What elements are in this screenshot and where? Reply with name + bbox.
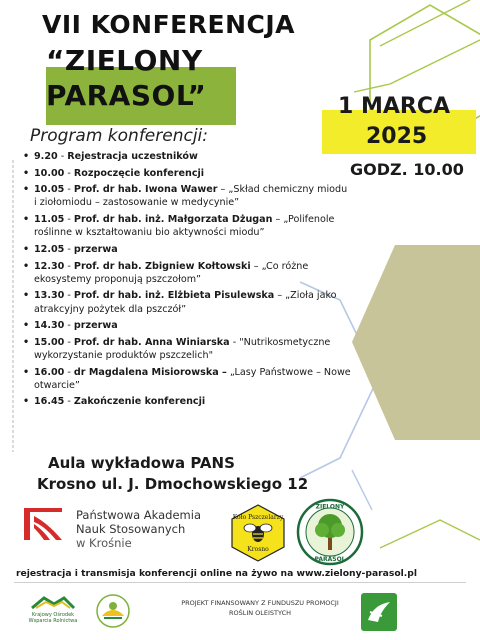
agenda-event: przerwa — [73, 320, 118, 332]
agenda-desc: „Polifenole roślinne w kształtowaniu bio aktywności miodu” — [34, 214, 335, 239]
zielony-parasol-logo-icon — [296, 498, 364, 566]
agenda-time: 16.00 — [34, 366, 65, 378]
agenda-time: 10.05 — [34, 184, 65, 196]
hexagon-edge-2 — [390, 40, 480, 84]
agenda-time: 16.45 — [34, 396, 65, 408]
beekeepers-club-label — [230, 504, 286, 562]
funding-note-line2: ROŚLIN OLEISTYCH — [228, 609, 292, 617]
kowr-label — [24, 612, 82, 624]
agenda-event: przerwa — [73, 243, 118, 255]
beekeepers-club-name: Koło Pszczelarzy — [232, 514, 284, 521]
event-date-year: 2025 — [366, 124, 428, 149]
agenda-desc: „Skład chemiczny miodu i ziołomiodu – zastosowanie w medycynie” — [34, 184, 348, 209]
agenda-item: • 16.00 - dr Magdalena Misiorowska – „Lasy Państwowe – Nowe otwarcie” — [22, 366, 352, 392]
agenda-time: 15.00 — [34, 336, 65, 348]
hexagon-edge-1 — [380, 0, 470, 46]
event-time: GODZ. 10.00 — [350, 160, 464, 179]
parasol-logo-top-text: ZIELONY — [315, 503, 345, 511]
agenda-item: • 13.30 - Prof. dr hab. inż. Elżbieta Pisulewska – „Zioła jako atrakcyjny pożytek dla pszczół” — [22, 289, 352, 315]
title-line-3: PARASOL” — [46, 79, 207, 112]
footer-divider — [14, 582, 466, 583]
agenda-event: Prof. dr hab. Anna Winiarska — [73, 336, 230, 348]
round-emblem-icon — [96, 594, 130, 628]
agenda-desc: „Co różne ekosystemy proponują pszczołom” — [34, 260, 309, 285]
agenda-item: • 12.30 - Prof. dr hab. Zbigniew Kołtowski – „Co różne ekosystemy proponują pszczołom” — [22, 260, 352, 286]
hexagon-outline-bottom — [380, 520, 480, 548]
agenda-time: 11.05 — [34, 214, 65, 226]
agenda-desc: „Zioła jako atrakcyjny pożytek dla pszczół” — [34, 290, 337, 315]
title-line-1: VII KONFERENCJA — [42, 10, 295, 39]
venue-address: Krosno ul. J. Dmochowskiego 12 — [37, 475, 309, 493]
agenda-item: • 9.20 - Rejestracja uczestników — [22, 150, 352, 163]
agenda-list — [22, 150, 352, 412]
venue-hall: Aula wykładowa PANS — [48, 454, 235, 472]
beekeepers-club-city: Krosno — [247, 546, 269, 553]
agenda-event: Rejestracja uczestników — [67, 151, 198, 162]
agenda-event: dr Magdalena Misiorowska – — [73, 366, 227, 378]
agenda-time: 9.20 — [34, 151, 58, 162]
fund-logo-icon — [360, 592, 398, 632]
agenda-time: 10.00 — [34, 167, 65, 179]
agenda-desc: "Nutrikosmetyczne wykorzystanie produktów pszczelich" — [34, 336, 331, 361]
kowr-label-line2: Wsparcia Rolnictwa — [28, 618, 78, 624]
agenda-event: Prof. dr hab. inż. Elżbieta Pisulewska — [73, 290, 275, 302]
agenda-event: Rozpoczęcie konferencji — [73, 167, 205, 179]
pans-name-line1: Państwowa Akademia — [76, 508, 201, 522]
agenda-item: • 10.00 - Rozpoczęcie konferencji — [22, 167, 352, 180]
title-line-2: “ZIELONY — [46, 44, 203, 77]
funding-note — [160, 598, 360, 618]
agenda-event: Prof. dr hab. Zbigniew Kołtowski — [73, 260, 251, 272]
agenda-time: 13.30 — [34, 290, 65, 302]
agenda-item: • 10.05 - Prof. dr hab. Iwona Wawer – „Skład chemiczny miodu i ziołomiodu – zastosowanie w medycynie” — [22, 183, 352, 209]
agenda-time: 12.05 — [34, 243, 65, 255]
pans-name — [76, 508, 201, 550]
event-date-day: 1 MARCA — [338, 94, 450, 119]
hexagon-filled — [352, 245, 480, 440]
agenda-desc: „Lasy Państwowe – Nowe otwarcie” — [34, 366, 351, 391]
parasol-logo-bottom-text: PARASOL — [314, 556, 346, 563]
agenda-time: 14.30 — [34, 320, 65, 332]
program-heading: Program konferencji: — [30, 126, 209, 146]
pans-name-line3: w Krośnie — [76, 536, 132, 550]
agenda-item: • 12.05 - przerwa — [22, 243, 352, 256]
agenda-item: • 11.05 - Prof. dr hab. inż. Małgorzata Dżugan – „Polifenole roślinne w kształtowaniu bio aktywności miodu” — [22, 213, 352, 239]
pans-logo-icon — [22, 506, 64, 542]
agenda-item: • 15.00 - Prof. dr hab. Anna Winiarska - "Nutrikosmetyczne wykorzystanie produktów pszczelich" — [22, 336, 352, 362]
registration-info: rejestracja i transmisja konferencji online na żywo na www.zielony-parasol.pl — [16, 568, 418, 579]
funding-note-line1: PROJEKT FINANSOWANY Z FUNDUSZU PROMOCJI — [181, 599, 339, 607]
agenda-event: Prof. dr hab. Iwona Wawer — [73, 184, 218, 196]
kowr-label-line1: Krajowy Ośrodek — [31, 612, 75, 618]
agenda-item: • 14.30 - przerwa — [22, 319, 352, 332]
agenda-event: Zakończenie konferencji — [73, 396, 206, 408]
pans-name-line2: Nauk Stosowanych — [76, 522, 186, 536]
agenda-item: • 16.45 - Zakończenie konferencji — [22, 395, 352, 408]
hexagon-edge-3 — [354, 84, 390, 92]
agenda-event: Prof. dr hab. inż. Małgorzata Dżugan — [73, 214, 273, 226]
agenda-time: 12.30 — [34, 260, 65, 272]
